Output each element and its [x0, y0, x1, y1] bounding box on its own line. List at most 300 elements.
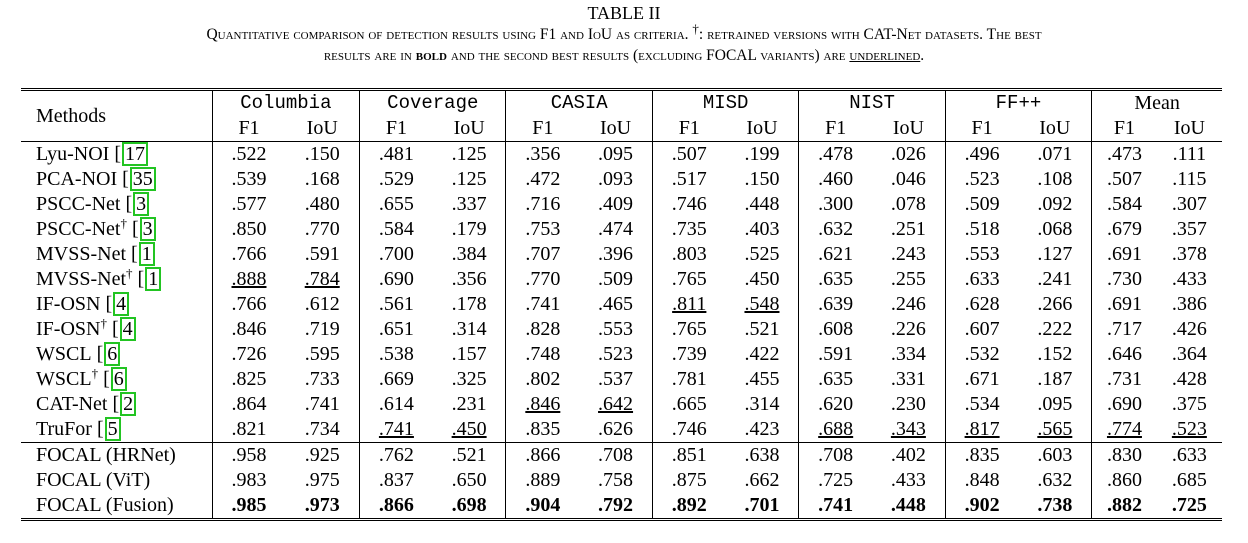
retrained-dagger: †	[91, 365, 99, 381]
value-cell: .226	[872, 317, 945, 342]
value-cell: .426	[1171, 318, 1207, 340]
value-cell: .523	[1171, 418, 1207, 440]
value-cell: .255	[872, 267, 945, 292]
table-row	[21, 292, 1222, 317]
value-cell: .199	[726, 142, 799, 168]
method-cell: MVSS-Net [ 1	[21, 242, 212, 267]
value-cell: .157	[433, 342, 506, 367]
value-cell: .669	[378, 368, 414, 390]
table-row	[21, 342, 1222, 367]
value-cell: .830	[1092, 443, 1157, 469]
value-cell: .765	[671, 318, 707, 340]
value-cell: .092	[1018, 192, 1091, 217]
value-cell: .095	[1018, 392, 1091, 417]
value-cell: .337	[433, 192, 506, 217]
citation-link[interactable]: 3	[140, 217, 156, 241]
value-cell: .068	[1018, 217, 1091, 242]
value-cell: .222	[1018, 317, 1091, 342]
citation-link[interactable]: 6	[104, 342, 120, 366]
method-cell: PSCC-Net [ 3	[21, 192, 212, 217]
value-cell: .343	[872, 417, 945, 443]
value-cell: .626	[579, 417, 652, 443]
value-cell: .975	[285, 468, 359, 493]
value-cell: .633	[964, 268, 1000, 290]
value-cell: .071	[1018, 142, 1091, 168]
value-cell: .231	[433, 392, 506, 417]
value-cell: .078	[872, 192, 945, 217]
value-cell: .422	[726, 342, 799, 367]
value-cell: .243	[872, 242, 945, 267]
metric-header: IoU	[1018, 116, 1091, 142]
dataset-header-coverage: Coverage	[360, 90, 506, 117]
value-cell: .690	[378, 268, 414, 290]
value-cell: .356	[433, 267, 506, 292]
table-header	[21, 90, 1222, 142]
value-cell: .691	[1106, 243, 1142, 265]
value-cell: .433	[1171, 268, 1207, 290]
value-cell: .480	[285, 192, 359, 217]
value-cell: .725	[1157, 493, 1222, 520]
value-cell: .612	[285, 292, 359, 317]
method-cell	[21, 443, 212, 469]
metric-header: IoU	[579, 116, 652, 142]
value-cell: .741	[285, 392, 359, 417]
method-name: IF-OSN	[36, 293, 101, 315]
value-cell: .384	[433, 242, 506, 267]
citation-link[interactable]: 1	[145, 267, 161, 291]
dataset-header-ffpp: FF++	[945, 90, 1091, 117]
value-cell: .378	[1171, 243, 1207, 265]
caption-underlined-word: underlined	[849, 47, 921, 64]
value-cell: .433	[872, 468, 945, 493]
value-cell: .509	[964, 193, 1000, 215]
value-cell: .846	[525, 393, 561, 415]
value-cell: .882	[1092, 493, 1157, 520]
value-cell: .115	[1172, 168, 1207, 190]
value-cell: .851	[652, 443, 725, 469]
value-cell: .642	[579, 392, 652, 417]
table-row	[21, 142, 1222, 168]
citation-link[interactable]: 5	[105, 417, 121, 441]
value-cell: .925	[285, 443, 359, 469]
value-cell: .152	[1018, 342, 1091, 367]
value-cell: .748	[525, 343, 561, 365]
value-cell: .866	[506, 443, 579, 469]
value-cell: .428	[1171, 368, 1207, 390]
value-cell: .888	[231, 268, 267, 290]
value-cell: .691	[1106, 293, 1142, 315]
value-cell: .496	[964, 143, 1000, 165]
method-name: WSCL	[36, 343, 92, 365]
value-cell: .450	[726, 267, 799, 292]
value-cell: .266	[1018, 292, 1091, 317]
method-name: CAT-Net	[36, 393, 108, 415]
table-row	[21, 242, 1222, 267]
value-cell: .584	[1106, 193, 1142, 215]
value-cell: .985	[212, 493, 285, 520]
value-cell: .548	[726, 292, 799, 317]
method-cell: TruFor [ 5	[21, 417, 212, 443]
value-cell: .591	[818, 343, 854, 365]
value-cell: .860	[1106, 469, 1142, 491]
value-cell: .892	[652, 493, 725, 520]
value-cell: .746	[671, 418, 707, 440]
value-cell: .523	[579, 342, 652, 367]
method-name: PSCC-Net	[36, 193, 121, 215]
dataset-header-columbia: Columbia	[212, 90, 359, 117]
value-cell: .423	[726, 417, 799, 443]
results-table-wrapper	[21, 88, 1222, 521]
method-name: FOCAL (HRNet)	[36, 444, 176, 466]
value-cell: .230	[872, 392, 945, 417]
metric-header: F1	[652, 116, 725, 142]
value-cell: .561	[378, 293, 414, 315]
value-cell: .314	[726, 392, 799, 417]
value-cell: .168	[285, 167, 359, 192]
dataset-header-mean: Mean	[1092, 90, 1222, 117]
dataset-header-casia: CASIA	[506, 90, 652, 117]
caption-line2-c: .	[920, 47, 925, 64]
method-cell	[21, 468, 212, 493]
value-cell: .803	[671, 243, 707, 265]
value-cell: .127	[1018, 242, 1091, 267]
value-cell: .698	[433, 493, 506, 520]
value-cell: .765	[671, 268, 707, 290]
value-cell: .635	[818, 368, 854, 390]
caption-text	[0, 20, 1248, 66]
citation-link[interactable]: 3	[133, 192, 149, 216]
table-caption	[0, 2, 1248, 66]
method-name: Lyu-NOI	[36, 143, 110, 165]
value-cell: .455	[726, 367, 799, 392]
value-cell: .792	[579, 493, 652, 520]
value-cell: .734	[285, 417, 359, 443]
metric-header: IoU	[872, 116, 945, 142]
value-cell: .700	[378, 243, 414, 265]
value-cell: .507	[671, 143, 707, 165]
value-cell: .518	[964, 218, 1000, 240]
value-cell: .375	[1171, 393, 1207, 415]
header-row-datasets	[21, 90, 1222, 117]
value-cell: .539	[231, 168, 267, 190]
value-cell: .983	[231, 469, 267, 491]
method-cell	[21, 493, 212, 520]
value-cell: .835	[945, 443, 1018, 469]
value-cell: .473	[1106, 143, 1142, 165]
value-cell: .241	[1018, 267, 1091, 292]
method-cell: CAT-Net [ 2	[21, 392, 212, 417]
metric-header: F1	[799, 116, 872, 142]
value-cell: .251	[872, 217, 945, 242]
metric-header: IoU	[726, 116, 799, 142]
value-cell: .904	[506, 493, 579, 520]
value-cell: .357	[1171, 218, 1207, 240]
citation-link[interactable]: 35	[130, 167, 156, 191]
value-cell: .850	[231, 218, 267, 240]
value-cell: .719	[285, 317, 359, 342]
value-cell: .460	[818, 168, 854, 190]
value-cell: .665	[671, 393, 707, 415]
value-cell: .565	[1018, 417, 1091, 443]
method-cell: PCA-NOI [ 35	[21, 167, 212, 192]
table-row	[21, 493, 1222, 520]
method-name: PCA-NOI	[36, 168, 118, 190]
value-cell: .307	[1171, 193, 1207, 215]
value-cell: .403	[726, 217, 799, 242]
table-row	[21, 317, 1222, 342]
caption-line1-a: Quantitative comparison of detection results using F1 and IoU as criteria.	[206, 26, 693, 43]
metric-header: IoU	[433, 116, 506, 142]
metric-header: F1	[360, 116, 433, 142]
value-cell: .108	[1018, 167, 1091, 192]
value-cell: .828	[525, 318, 561, 340]
table-row	[21, 192, 1222, 217]
value-cell: .246	[872, 292, 945, 317]
value-cell: .529	[378, 168, 414, 190]
method-name: MVSS-Net	[36, 243, 127, 265]
value-cell: .522	[231, 143, 267, 165]
value-cell: .889	[525, 469, 561, 491]
value-cell: .150	[726, 167, 799, 192]
value-cell: .638	[726, 443, 799, 469]
value-cell: .125	[433, 142, 506, 168]
value-cell: .717	[1106, 318, 1142, 340]
value-cell: .635	[818, 268, 854, 290]
value-cell: .821	[231, 418, 267, 440]
value-cell: .639	[818, 293, 854, 315]
value-cell: .741	[799, 493, 872, 520]
value-cell: .650	[433, 468, 506, 493]
value-cell: .646	[1106, 343, 1142, 365]
caption-bold-word: bold	[415, 47, 447, 64]
value-cell: .671	[964, 368, 1000, 390]
value-cell: .825	[231, 368, 267, 390]
retrained-dagger: †	[100, 315, 107, 331]
value-cell: .632	[1018, 468, 1091, 493]
value-cell: .784	[285, 267, 359, 292]
value-cell: .595	[285, 342, 359, 367]
value-cell: .534	[964, 393, 1000, 415]
value-cell: .688	[818, 418, 854, 440]
table-row	[21, 443, 1222, 469]
method-cell: WSCL† [ 6	[21, 367, 212, 392]
value-cell: .762	[360, 443, 433, 469]
value-cell: .733	[285, 367, 359, 392]
value-cell: .448	[872, 493, 945, 520]
retrained-dagger: †	[120, 215, 127, 231]
value-cell: .525	[726, 242, 799, 267]
metric-header: IoU	[1157, 116, 1222, 142]
value-cell: .708	[579, 443, 652, 469]
value-cell: .591	[285, 242, 359, 267]
table-number: TABLE II	[587, 3, 661, 23]
value-cell: .331	[872, 367, 945, 392]
value-cell: .766	[231, 293, 267, 315]
value-cell: .753	[525, 218, 561, 240]
value-cell: .741	[378, 418, 414, 440]
value-cell: .538	[378, 343, 414, 365]
value-cell: .731	[1106, 368, 1142, 390]
value-cell: .817	[964, 418, 1000, 440]
method-name: WSCL	[36, 368, 92, 390]
metric-header: F1	[1092, 116, 1157, 142]
table-body	[21, 142, 1222, 520]
citation-link[interactable]: 17	[122, 142, 148, 166]
value-cell: .739	[671, 343, 707, 365]
value-cell: .472	[525, 168, 561, 190]
value-cell: .746	[671, 193, 707, 215]
metric-header: F1	[212, 116, 285, 142]
method-cell: PSCC-Net† [ 3	[21, 217, 212, 242]
value-cell: .628	[964, 293, 1000, 315]
value-cell: .621	[818, 243, 854, 265]
value-cell: .774	[1106, 418, 1142, 440]
value-cell: .046	[872, 167, 945, 192]
value-cell: .537	[579, 367, 652, 392]
value-cell: .716	[525, 193, 561, 215]
value-cell: .632	[818, 218, 854, 240]
value-cell: .655	[378, 193, 414, 215]
retrained-dagger: †	[126, 265, 133, 281]
value-cell: .603	[1018, 443, 1091, 469]
method-name: FOCAL (Fusion)	[36, 494, 174, 516]
dataset-header-misd: MISD	[652, 90, 798, 117]
value-cell: .448	[726, 192, 799, 217]
metric-header: IoU	[285, 116, 359, 142]
value-cell: .770	[525, 268, 561, 290]
value-cell: .758	[579, 468, 652, 493]
value-cell: .846	[231, 318, 267, 340]
table-row	[21, 392, 1222, 417]
value-cell: .837	[378, 469, 414, 491]
value-cell: .735	[671, 218, 707, 240]
value-cell: .325	[433, 367, 506, 392]
value-cell: .481	[378, 143, 414, 165]
value-cell: .450	[433, 417, 506, 443]
method-name: TruFor	[36, 418, 92, 440]
value-cell: .902	[945, 493, 1018, 520]
value-cell: .608	[818, 318, 854, 340]
value-cell: .866	[360, 493, 433, 520]
method-name: FOCAL (ViT)	[36, 469, 151, 491]
value-cell: .465	[579, 292, 652, 317]
dataset-header-nist: NIST	[799, 90, 945, 117]
value-cell: .402	[872, 443, 945, 469]
method-cell: WSCL [ 6	[21, 342, 212, 367]
value-cell: .662	[726, 468, 799, 493]
value-cell: .553	[964, 243, 1000, 265]
caption-line2-b: and the second best results (excluding FOCAL variants) are	[446, 47, 850, 64]
method-cell: IF-OSN† [ 4	[21, 317, 212, 342]
value-cell: .614	[378, 393, 414, 415]
method-name: PSCC-Net	[36, 218, 121, 240]
value-cell: .111	[1172, 143, 1207, 165]
value-cell: .766	[231, 243, 267, 265]
value-cell: .517	[671, 168, 707, 190]
value-cell: .633	[1157, 443, 1222, 469]
results-table	[21, 88, 1222, 521]
value-cell: .300	[818, 193, 854, 215]
value-cell: .770	[285, 217, 359, 242]
metric-header: F1	[506, 116, 579, 142]
value-cell: .730	[1106, 268, 1142, 290]
value-cell: .725	[818, 469, 854, 491]
citation-link[interactable]: 6	[111, 367, 127, 391]
table-row	[21, 217, 1222, 242]
value-cell: .685	[1171, 469, 1207, 491]
value-cell: .507	[1106, 168, 1142, 190]
value-cell: .973	[285, 493, 359, 520]
table-row	[21, 267, 1222, 292]
method-name: IF-OSN	[36, 318, 101, 340]
value-cell: .708	[799, 443, 872, 469]
citation-link[interactable]: 4	[113, 292, 129, 316]
value-cell: .125	[433, 167, 506, 192]
value-cell: .095	[579, 142, 652, 168]
table-row	[21, 468, 1222, 493]
method-cell: MVSS-Net† [ 1	[21, 267, 212, 292]
value-cell: .584	[378, 218, 414, 240]
value-cell: .478	[818, 143, 854, 165]
methods-header: Methods	[21, 90, 212, 142]
table-row	[21, 417, 1222, 443]
value-cell: .509	[579, 267, 652, 292]
citation-link[interactable]: 4	[120, 317, 136, 341]
method-cell: IF-OSN [ 4	[21, 292, 212, 317]
caption-line2-a: results are in	[323, 47, 416, 64]
citation-link[interactable]: 2	[120, 392, 136, 416]
value-cell: .523	[964, 168, 1000, 190]
metric-header: F1	[945, 116, 1018, 142]
value-cell: .741	[525, 293, 561, 315]
value-cell: .386	[1171, 293, 1207, 315]
value-cell: .396	[579, 242, 652, 267]
value-cell: .093	[579, 167, 652, 192]
value-cell: .577	[231, 193, 267, 215]
citation-link[interactable]: 1	[139, 242, 155, 266]
value-cell: .178	[433, 292, 506, 317]
value-cell: .726	[231, 343, 267, 365]
table-row	[21, 367, 1222, 392]
value-cell: .958	[212, 443, 285, 469]
value-cell: .802	[525, 368, 561, 390]
value-cell: .553	[579, 317, 652, 342]
value-cell: .521	[433, 443, 506, 469]
value-cell: .811	[672, 293, 707, 315]
value-cell: .738	[1018, 493, 1091, 520]
caption-dagger: †	[692, 20, 699, 36]
value-cell: .701	[726, 493, 799, 520]
value-cell: .179	[433, 217, 506, 242]
value-cell: .532	[964, 343, 1000, 365]
value-cell: .875	[671, 469, 707, 491]
value-cell: .314	[433, 317, 506, 342]
value-cell: .187	[1018, 367, 1091, 392]
value-cell: .848	[964, 469, 1000, 491]
value-cell: .409	[579, 192, 652, 217]
table-row	[21, 167, 1222, 192]
value-cell: .026	[872, 142, 945, 168]
value-cell: .835	[525, 418, 561, 440]
value-cell: .334	[872, 342, 945, 367]
value-cell: .651	[378, 318, 414, 340]
value-cell: .679	[1106, 218, 1142, 240]
method-cell: Lyu-NOI [ 17	[21, 142, 212, 168]
value-cell: .150	[285, 142, 359, 168]
value-cell: .864	[231, 393, 267, 415]
value-cell: .707	[525, 243, 561, 265]
method-name: MVSS-Net	[36, 268, 127, 290]
